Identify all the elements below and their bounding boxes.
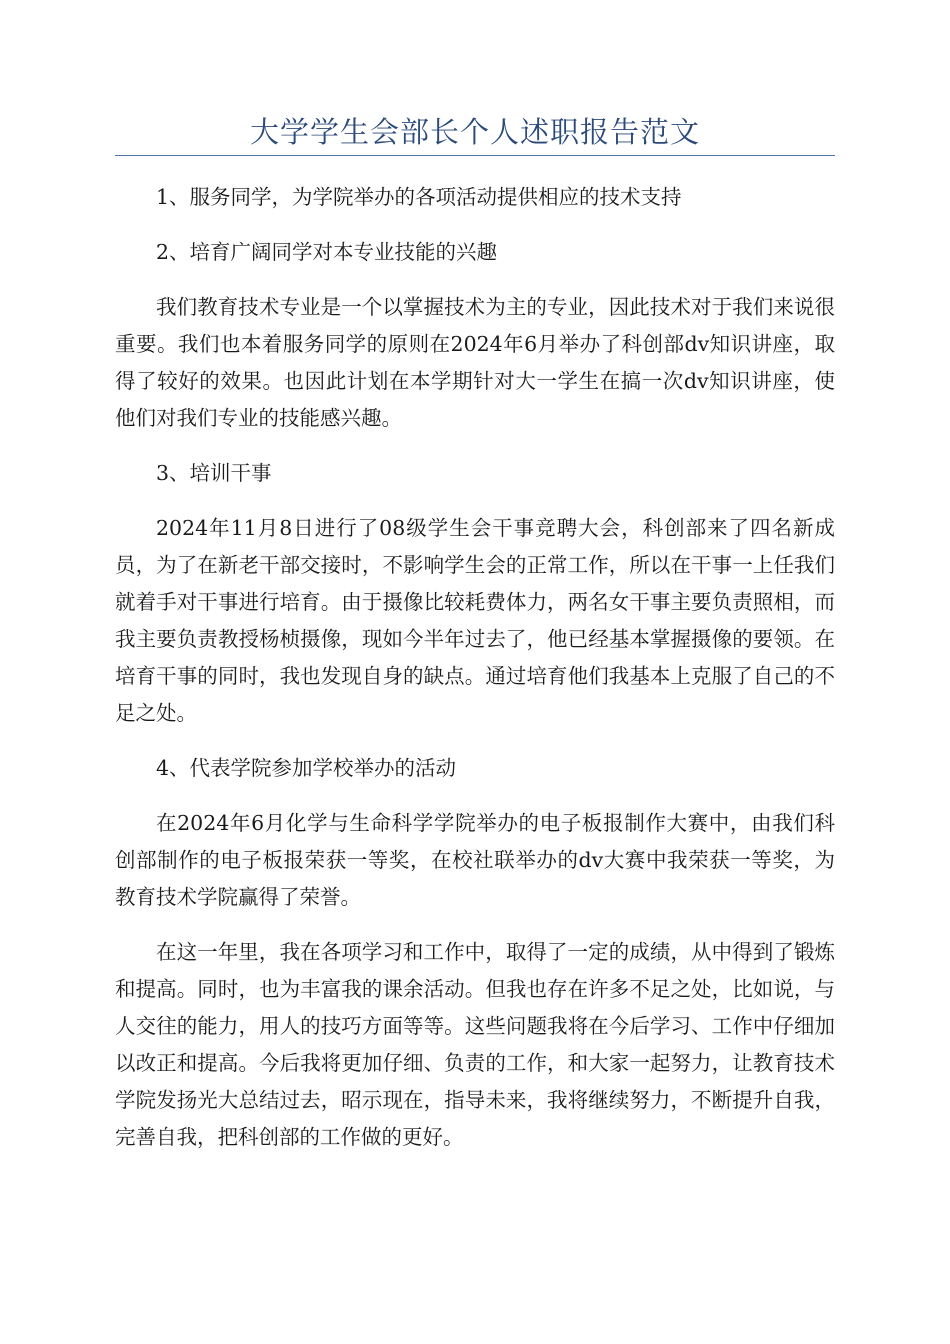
list-item-1: 1、服务同学，为学院举办的各项活动提供相应的技术支持 <box>156 185 682 209</box>
list-item-4: 4、代表学院参加学校举办的活动 <box>156 756 457 780</box>
paragraph-2: 2024年11月8日进行了08级学生会干事竞聘大会，科创部来了四名新成员，为了在新老干部交接时，不影响学生会的正常工作，所以在干事一上任我们就着手对干事进行培育。由于摄像比较耗费体力，两名女干事主要负责照相，而我主要负责教授杨桢摄像，现如今半年过去了，他已经基本掌握摄像的要领。在培育干事的同时，我也发现自身的缺点。通过培育他们我基本上克服了自己的不足之处。 <box>115 516 835 725</box>
list-item-2: 2、培育广阔同学对本专业技能的兴趣 <box>156 240 498 264</box>
paragraph-1: 我们教育技术专业是一个以掌握技术为主的专业，因此技术对于我们来说很重要。我们也本着服务同学的原则在2024年6月举办了科创部dv知识讲座，取得了较好的效果。也因此计划在本学期针对大一学生在搞一次dv知识讲座，使他们对我们专业的技能感兴趣。 <box>115 295 835 430</box>
paragraph-3: 在2024年6月化学与生命科学学院举办的电子板报制作大赛中，由我们科创部制作的电子板报荣获一等奖，在校社联举办的dv大赛中我荣获一等奖，为教育技术学院赢得了荣誉。 <box>115 811 835 909</box>
document-body <box>115 175 835 1156</box>
paragraph-4: 在这一年里，我在各项学习和工作中，取得了一定的成绩，从中得到了锻炼和提高。同时，也为丰富我的课余活动。但我也存在许多不足之处，比如说，与人交往的能力，用人的技巧方面等等。这些问题我将在今后学习、工作中仔细加以改正和提高。今后我将更加仔细、负责的工作，和大家一起努力，让教育技术学院发扬光大总结过去，昭示现在，指导未来，我将继续努力，不断提升自我，完善自我，把科创部的工作做的更好。 <box>115 940 835 1149</box>
document-title: 大学学生会部长个人述职报告范文 <box>249 115 700 149</box>
title-underline <box>115 155 835 156</box>
list-item-3: 3、培训干事 <box>156 461 272 485</box>
